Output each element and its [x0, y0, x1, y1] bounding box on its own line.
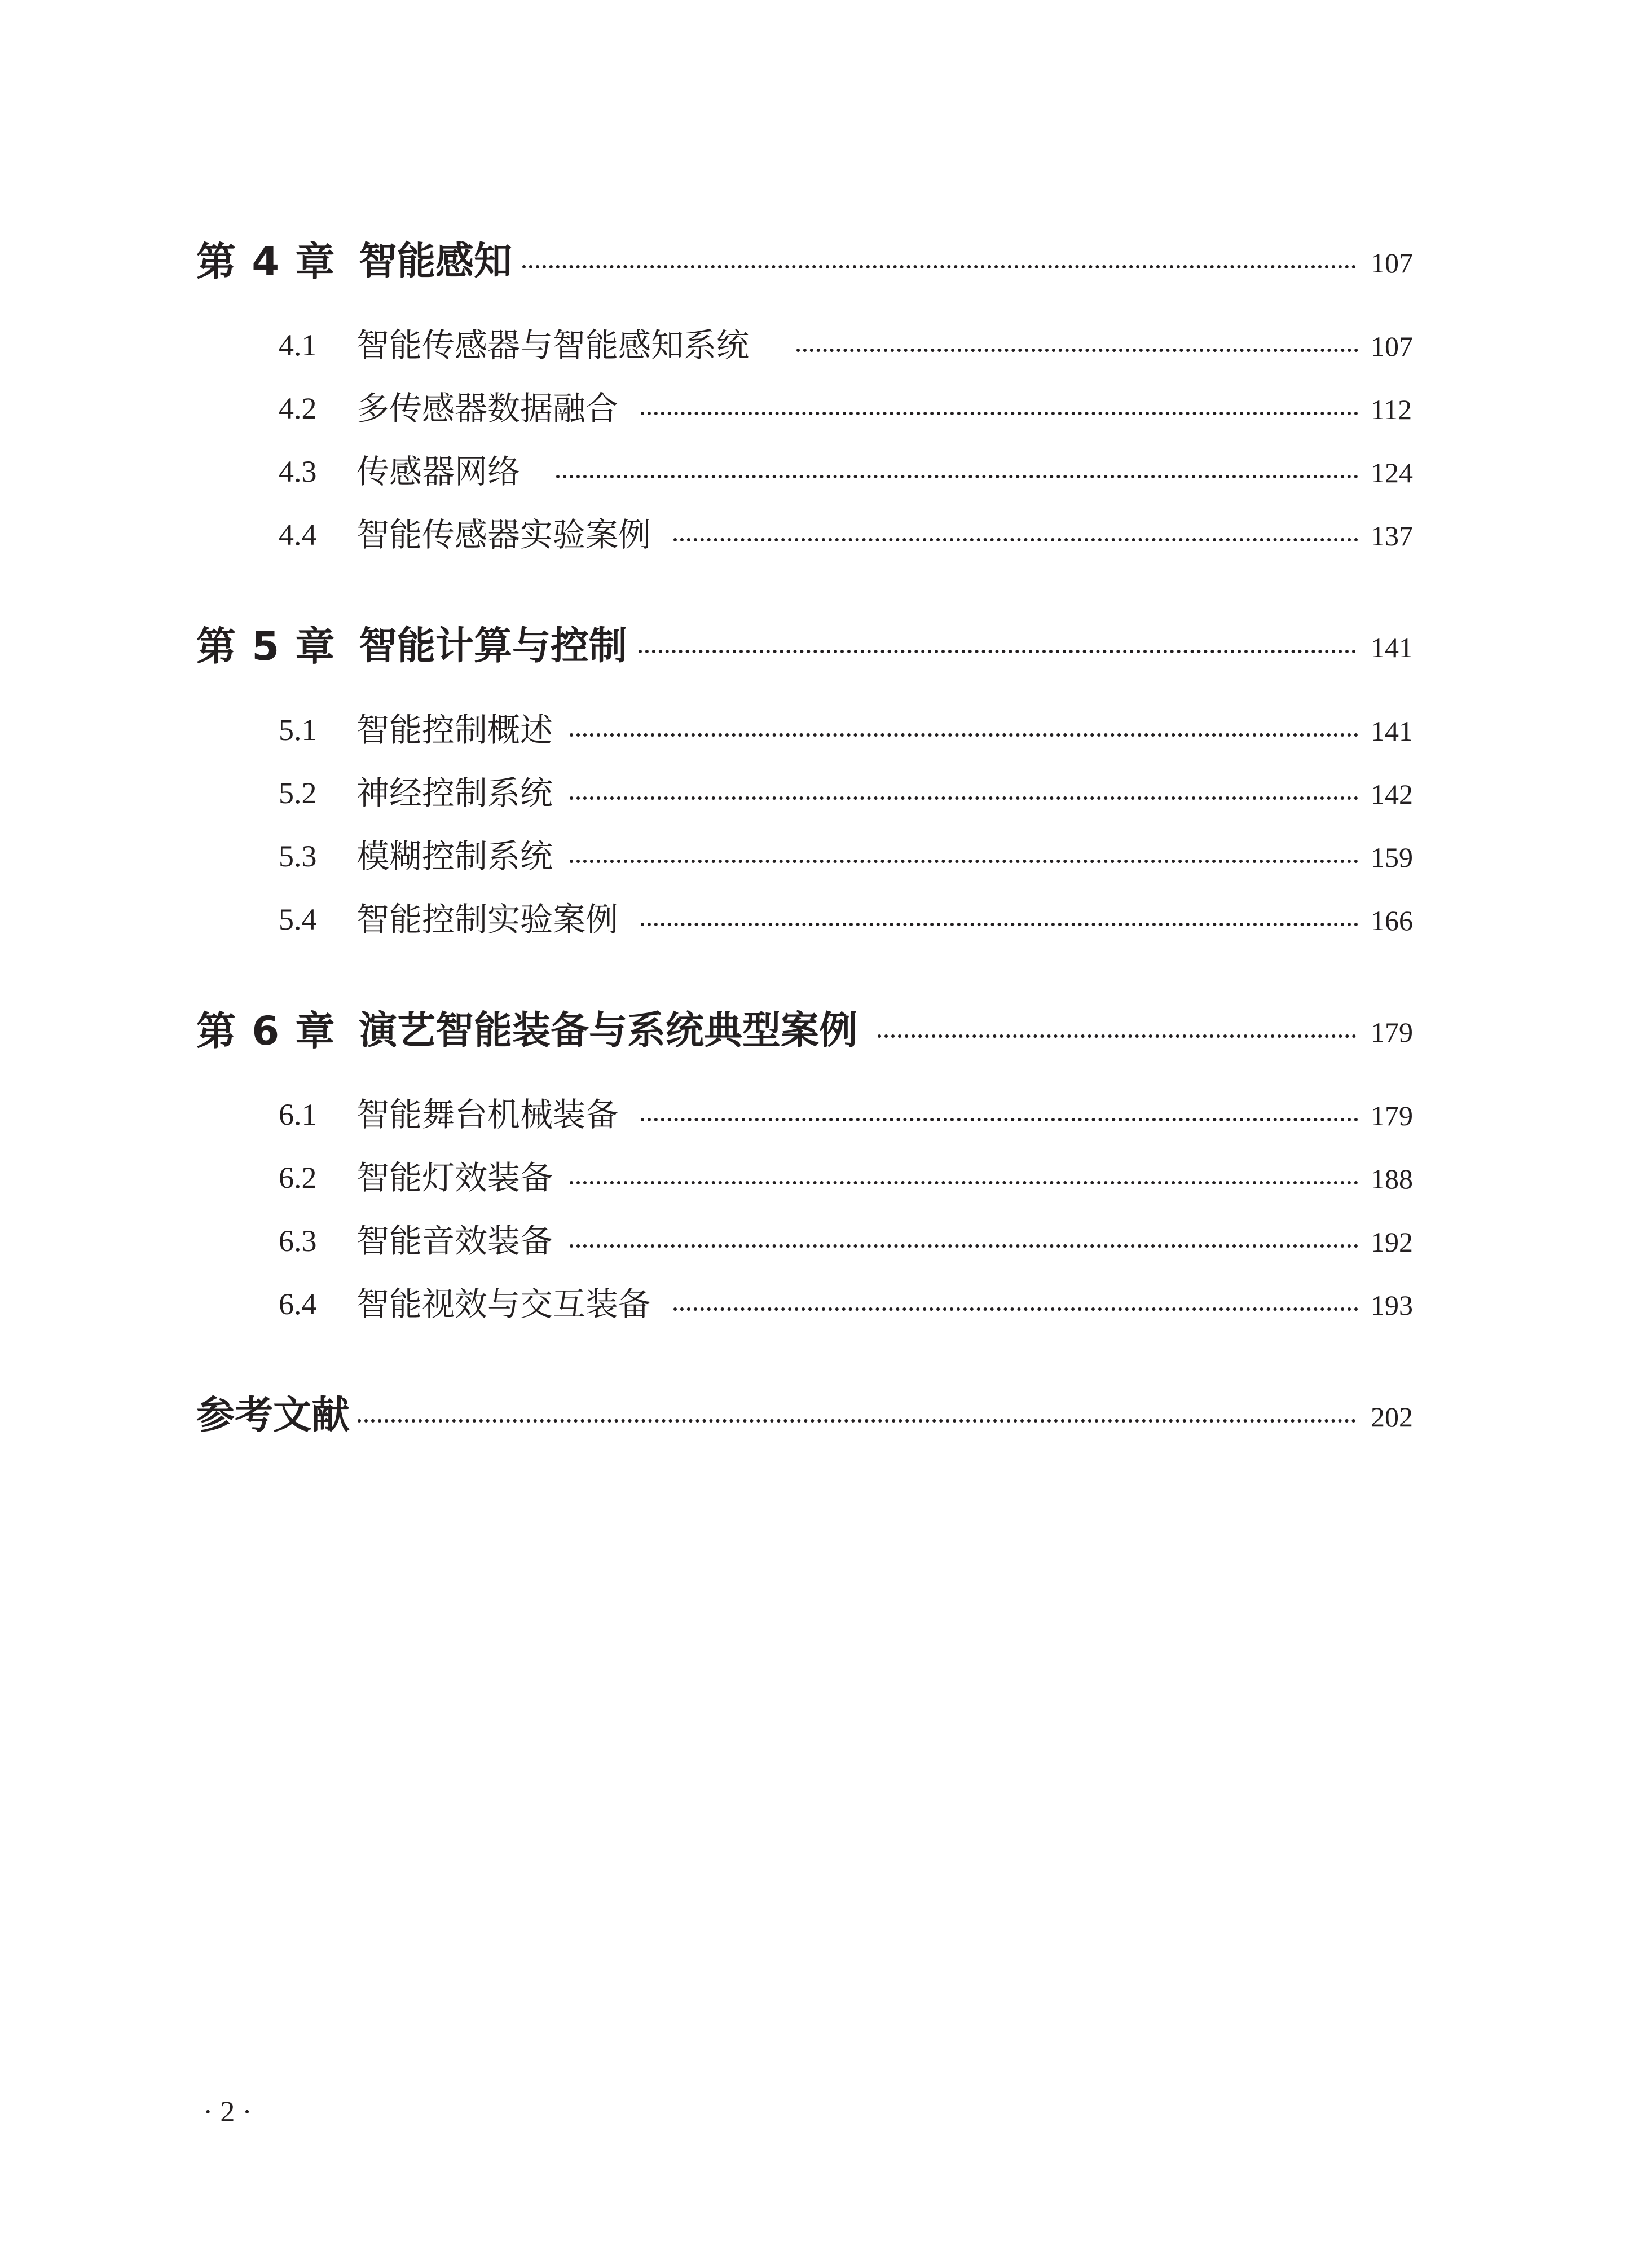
dot-leader [641, 1118, 1358, 1121]
section-title: 智能控制实验案例 [356, 900, 619, 939]
chapter-label: 第 6 章 [196, 1008, 336, 1054]
chapter-page-number: 179 [1371, 1016, 1413, 1048]
section-page-number: 137 [1371, 520, 1413, 552]
section-page-number: 107 [1371, 331, 1413, 362]
section-number: 5.3 [279, 839, 317, 873]
section-page-number: 179 [1371, 1100, 1413, 1131]
section-number: 4.4 [279, 518, 317, 552]
section-entry[interactable] [0, 891, 1629, 948]
section-title: 智能视效与交互装备 [356, 1285, 651, 1323]
section-title: 智能舞台机械装备 [356, 1095, 619, 1134]
section-title: 模糊控制系统 [356, 837, 553, 875]
chapter-entry[interactable] [0, 234, 1629, 290]
section-entry[interactable] [0, 1150, 1629, 1206]
section-number: 4.2 [279, 391, 317, 425]
section-number: 6.2 [279, 1161, 317, 1195]
section-entry[interactable] [0, 765, 1629, 821]
section-page-number: 166 [1371, 905, 1413, 936]
dot-leader [641, 412, 1358, 415]
dot-leader [673, 538, 1358, 541]
section-number: 6.3 [279, 1224, 317, 1258]
section-number: 5.4 [279, 902, 317, 936]
dot-leader [673, 1307, 1358, 1311]
dot-leader [641, 923, 1358, 926]
section-title: 神经控制系统 [356, 774, 553, 812]
section-entry[interactable] [0, 1276, 1629, 1332]
chapter-label: 第 4 章 [196, 239, 336, 285]
references-page-number: 202 [1371, 1401, 1413, 1433]
section-page-number: 141 [1371, 715, 1413, 747]
dot-leader [639, 650, 1356, 653]
chapter-label: 第 5 章 [196, 623, 336, 670]
chapter-page-number: 141 [1371, 632, 1413, 663]
section-title: 传感器网络 [356, 452, 521, 491]
section-title: 智能音效装备 [356, 1222, 553, 1260]
dot-leader [570, 1244, 1358, 1248]
section-title: 多传感器数据融合 [356, 389, 619, 428]
section-number: 4.3 [279, 455, 317, 488]
section-page-number: 159 [1371, 842, 1413, 873]
section-number: 4.1 [279, 328, 317, 362]
section-entry[interactable] [0, 1213, 1629, 1269]
dot-leader [878, 1034, 1356, 1038]
dot-leader [556, 475, 1358, 478]
references-entry[interactable] [0, 1388, 1629, 1444]
page-number: · 2 · [203, 2096, 252, 2128]
dot-leader [570, 733, 1358, 737]
section-entry[interactable] [0, 380, 1629, 437]
section-page-number: 112 [1371, 394, 1412, 425]
section-page-number: 124 [1371, 457, 1413, 488]
section-title: 智能灯效装备 [356, 1159, 553, 1197]
section-title: 智能传感器与智能感知系统 [356, 326, 750, 364]
dot-leader [522, 265, 1356, 268]
section-page-number: 188 [1371, 1163, 1413, 1195]
section-number: 6.1 [279, 1098, 317, 1131]
section-number: 6.4 [279, 1287, 317, 1321]
dot-leader [570, 796, 1358, 800]
chapter-entry[interactable] [0, 1003, 1629, 1059]
dot-leader [570, 1181, 1358, 1184]
section-number: 5.1 [279, 713, 317, 747]
section-page-number: 193 [1371, 1289, 1413, 1321]
references-title: 参考文献 [196, 1393, 350, 1438]
chapter-title: 智能计算与控制 [359, 624, 628, 668]
section-title: 智能控制概述 [356, 711, 553, 749]
section-page-number: 142 [1371, 778, 1413, 810]
section-entry[interactable] [0, 702, 1629, 758]
section-entry[interactable] [0, 443, 1629, 500]
section-entry[interactable] [0, 317, 1629, 373]
section-page-number: 192 [1371, 1226, 1413, 1258]
chapter-title: 演艺智能装备与系统典型案例 [359, 1009, 858, 1053]
section-entry[interactable] [0, 1086, 1629, 1143]
dot-leader [570, 860, 1358, 863]
chapter-title: 智能感知 [359, 239, 513, 284]
section-entry[interactable] [0, 828, 1629, 884]
section-entry[interactable] [0, 507, 1629, 563]
section-number: 5.2 [279, 776, 317, 810]
section-title: 智能传感器实验案例 [356, 516, 651, 554]
chapter-entry[interactable] [0, 618, 1629, 675]
dot-leader [796, 349, 1358, 352]
dot-leader [358, 1419, 1356, 1423]
chapter-page-number: 107 [1371, 247, 1413, 279]
